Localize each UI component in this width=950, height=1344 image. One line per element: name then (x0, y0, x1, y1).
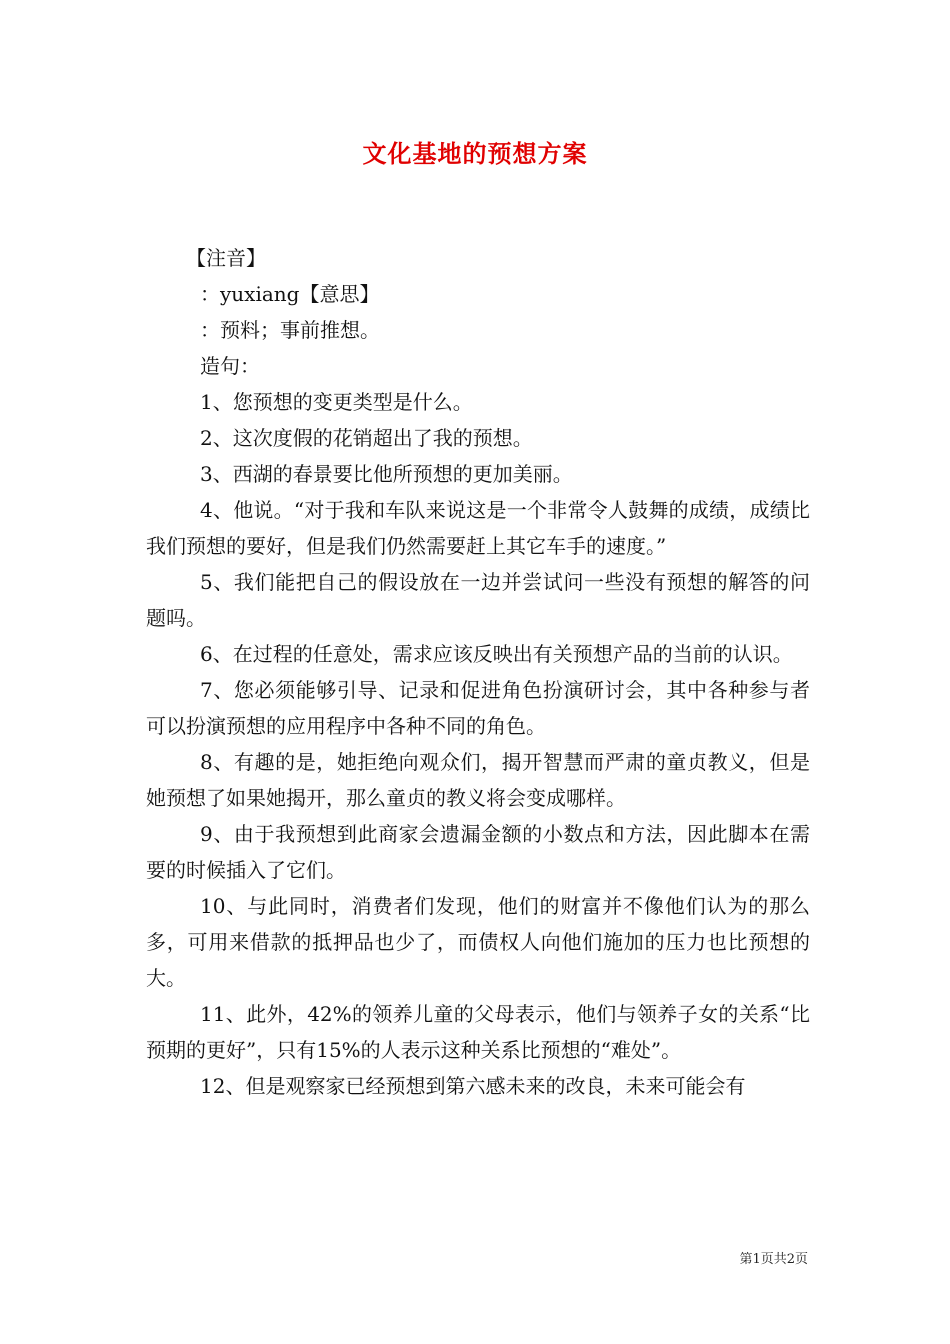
meaning-line: ：预料；事前推想。 (200, 318, 380, 342)
example-heading: 造句： (200, 354, 260, 378)
example-paragraph: 8、有趣的是，她拒绝向观众们，揭开智慧而严肃的童贞教义，但是她预想了如果她揭开，那么童贞的教义将会变成哪样。 (146, 750, 810, 810)
example-item: 1、您预想的变更类型是什么。 (200, 390, 473, 414)
example-paragraph: 12、但是观察家已经预想到第六感未来的改良，未来可能会有 (200, 1074, 746, 1098)
example-item: 2、这次度假的花销超出了我的预想。 (200, 426, 533, 450)
document-title: 文化基地的预想方案 (362, 139, 588, 168)
example-paragraph: 4、他说。“对于我和车队来说这是一个非常令人鼓舞的成绩，成绩比我们预想的要好，但是我们仍然需要赶上其它车手的速度。” (146, 498, 810, 558)
example-item: 3、西湖的春景要比他所预想的更加美丽。 (200, 462, 573, 486)
pinyin-line: ：yuxiang【意思】 (200, 282, 380, 306)
example-paragraph: 10、与此同时，消费者们发现，他们的财富并不像他们认为的那么多，可用来借款的抵押品也少了，而债权人向他们施加的压力也比预想的大。 (146, 894, 810, 990)
example-paragraph: 11、此外，42%的领养儿童的父母表示，他们与领养子女的关系“比预期的更好”，只有15%的人表示这种关系比预想的“难处”。 (146, 1002, 810, 1062)
example-paragraph: 7、您必须能够引导、记录和促进角色扮演研讨会，其中各种参与者可以扮演预想的应用程序中各种不同的角色。 (146, 678, 810, 738)
page-number: 第1页共2页 (739, 1252, 808, 1267)
example-paragraph: 6、在过程的任意处，需求应该反映出有关预想产品的当前的认识。 (200, 642, 793, 666)
example-paragraph: 9、由于我预想到此商家会遗漏金额的小数点和方法，因此脚本在需要的时候插入了它们。 (146, 822, 810, 882)
pinyin-heading: 【注音】 (186, 246, 266, 270)
document-body (146, 240, 810, 1104)
example-paragraph: 5、我们能把自己的假设放在一边并尝试问一些没有预想的解答的问题吗。 (146, 570, 810, 630)
